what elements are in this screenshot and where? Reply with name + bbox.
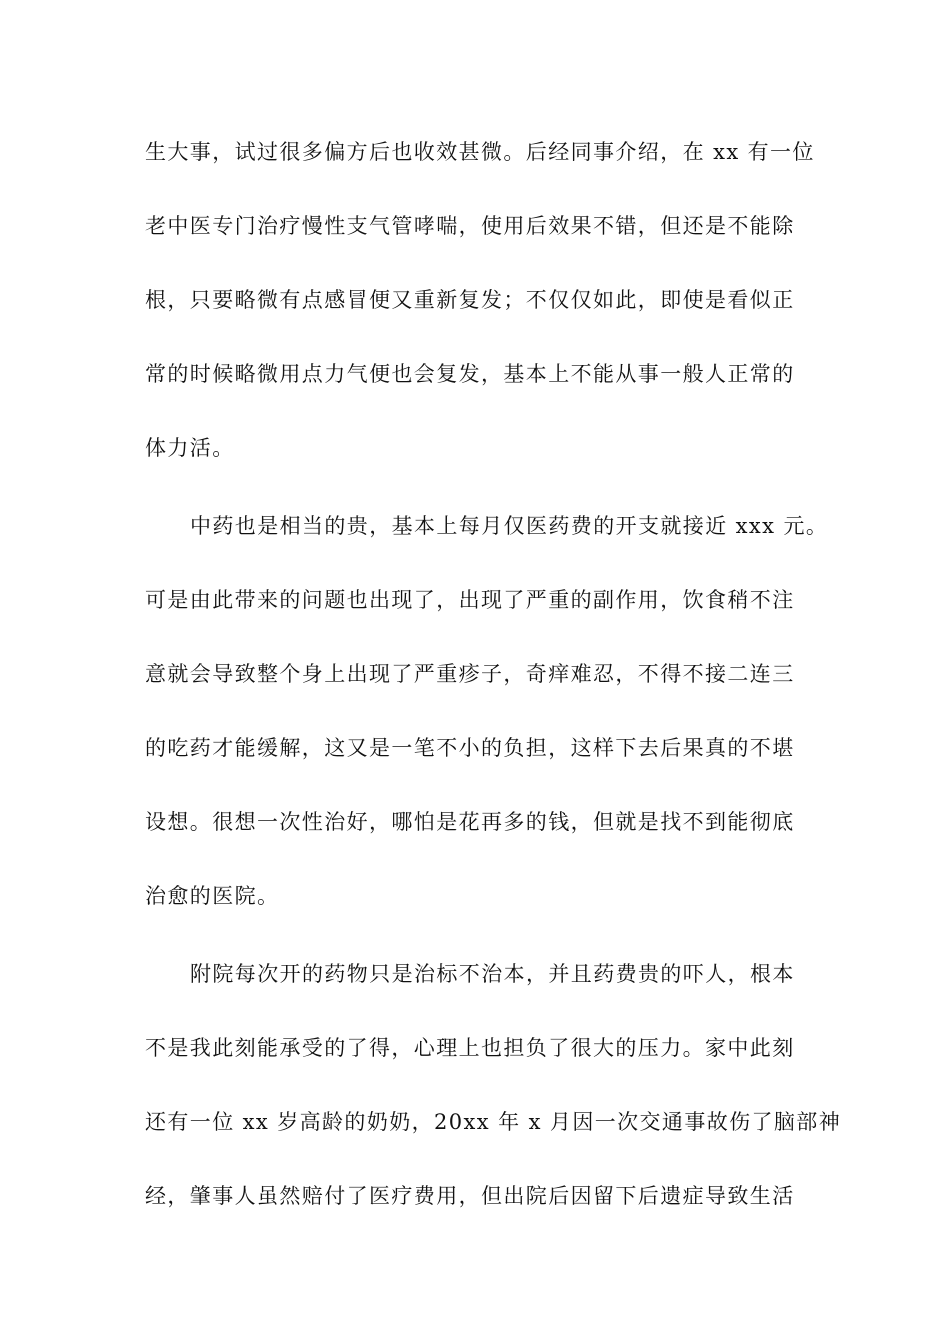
paragraph-1-line-2: 老中医专门治疗慢性支气管哮喘，使用后效果不错，但还是不能除 bbox=[145, 214, 795, 238]
paragraph-3-line-1: 附院每次开的药物只是治标不治本，并且药费贵的吓人，根本 bbox=[190, 962, 795, 986]
paragraph-2-line-4: 的吃药才能缓解，这又是一笔不小的负担，这样下去后果真的不堪 bbox=[145, 736, 795, 760]
paragraph-3-line-2: 不是我此刻能承受的了得，心理上也担负了很大的压力。家中此刻 bbox=[145, 1036, 795, 1060]
paragraph-2-line-5: 设想。很想一次性治好，哪怕是花再多的钱，但就是找不到能彻底 bbox=[145, 810, 795, 834]
paragraph-1-line-3: 根，只要略微有点感冒便又重新复发；不仅仅如此，即使是看似正 bbox=[145, 288, 795, 312]
paragraph-2-line-6: 治愈的医院。 bbox=[145, 884, 280, 908]
paragraph-2-line-1: 中药也是相当的贵，基本上每月仅医药费的开支就接近 xxx 元。 bbox=[190, 514, 829, 538]
paragraph-1-line-5: 体力活。 bbox=[145, 436, 235, 460]
paragraph-1-line-1: 生大事，试过很多偏方后也收效甚微。后经同事介绍，在 xx 有一位 bbox=[145, 140, 815, 164]
paragraph-3-line-4: 经，肇事人虽然赔付了医疗费用，但出院后因留下后遗症导致生活 bbox=[145, 1184, 795, 1208]
paragraph-2-line-2: 可是由此带来的问题也出现了，出现了严重的副作用，饮食稍不注 bbox=[145, 588, 795, 612]
paragraph-2-line-3: 意就会导致整个身上出现了严重疹子，奇痒难忍，不得不接二连三 bbox=[145, 662, 795, 686]
paragraph-1-line-4: 常的时候略微用点力气便也会复发，基本上不能从事一般人正常的 bbox=[145, 362, 795, 386]
paragraph-3-line-3: 还有一位 xx 岁高龄的奶奶，20xx 年 x 月因一次交通事故伤了脑部神 bbox=[145, 1110, 842, 1134]
